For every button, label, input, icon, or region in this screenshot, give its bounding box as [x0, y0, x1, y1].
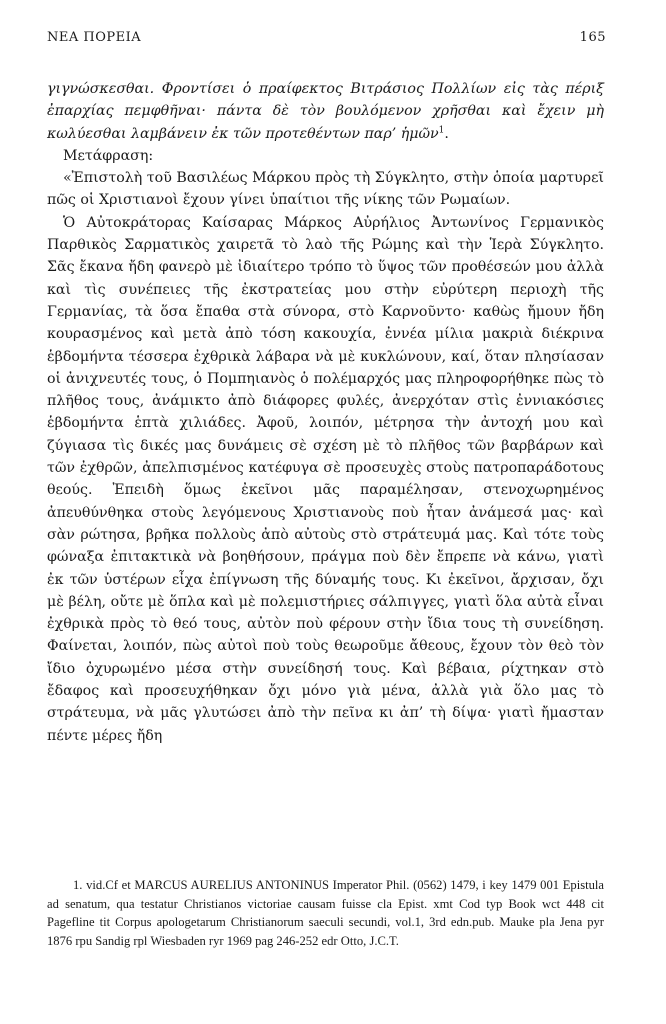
footnote [47, 876, 604, 950]
main-paragraph: Ὁ Αὐτοκράτορας Καίσαρας Μάρκος Αὐρήλιος Ἀντωνίνος Γερμανικὸς Παρθικὸς Σαρματικὸς χαιρετᾶ τὸ λαὸ τῆς Ρώμης καὶ τὴν Ἱερὰ Σύγκλητο. Σᾶς ἔκανα ἤδη φανερὸ μὲ ἰδιαίτερο τρόπο τὸ ὕψος τῶν προθέσεών μου ἀλλὰ καὶ τὶς συνέπειες τῆς ἐκστρατείας μου στὴν εὐρύτερη περιοχὴ τῆς Γερμανίας, τὰ ὅσα ἔπαθα στὰ σύνορα, στὸ Καρνοῦντο· καθὼς ἤμουν ἤδη κουρασμένος καὶ μετὰ ἀπὸ τόση κακουχία, ἐννέα μίλια μακριὰ διέκρινα ἑβδομήντα τέσσερα ἐχθρικὰ λάβαρα νὰ μὲ κυκλώνουν, καί, ὅταν πλησίασαν οἱ ἀνιχνευτές τους, ὁ Πομπηιανὸς ὁ πολέμαρχός μας πληροφορήθηκε πὼς τὸ πλῆθος τους, ἀνάμικτο ἀπὸ διάφορες φυλές, ἀνερχόταν στὶς ἐννιακόσιες ἑβδομήντα ἑπτὰ χιλιάδες. Ἀφοῦ, λοιπόν, μέτρησα τὴν ἀντοχή μου καὶ ζύγιασα τὶς δικές μας δυνάμεις σὲ σχέση μὲ τὸ πλῆθος τῶν βαρβάρων καὶ τῶν ἐχθρῶν, ἀπελπισμένος κατέφυγα σὲ προσευχὲς στοὺς πατροπαράδοτους θεούς. Ἐπειδὴ ὅμως ἐκεῖνοι μᾶς παραμέλησαν, στενοχωρημένος ἀπευθύνθηκα στοὺς λεγόμενους Χριστιανοὺς ποὺ ἦταν ἀνάμεσά μας· καὶ σὰν ρώτησα, βρῆκα πολλοὺς ἀπὸ αὐτοὺς στὸ στράτευμά μας. Καὶ τότε τοὺς φώναξα ἐπιτακτικὰ νὰ βοηθήσουν, πράγμα ποὺ δὲν ἔπρεπε νὰ κάνω, γιατὶ ἐκ τῶν ὑστέρων εἶχα ἐπίγνωση τῆς δύναμής τους. Κι ἐκεῖνοι, ἄρχισαν, ὄχι μὲ βέλη, οὔτε μὲ ὅπλα καὶ μὲ πολεμιστήριες σάλπιγγες, γιατὶ ὅλα αὐτὰ εἶναι ἐχθρικὰ πρὸς τὸ θεό τους, αὐτὸν ποὺ φέρουν στὴν ἴδια τους τὴ συνείδηση. Φαίνεται, λοιπόν, πὼς αὐτοὶ ποὺ τοὺς θεωροῦμε ἄθεους, ἔχουν τὸν θεὸ τὸν ἴδιο ὀχυρωμένο μέσα στὴν συνείδησή τους. Καὶ βέβαια, ρίχτηκαν στὸ ἔδαφος καὶ προσευχήθηκαν ὄχι μόνο γιὰ μένα, ἀλλὰ γιὰ ὅλο μας τὸ στράτευμα, νὰ μᾶς γλυτώσει ἀπὸ τὴν πεῖνα κι ἀπ’ τὴ δίψα· γιατὶ ἤμασταν πέντε μέρες ἤδη [47, 214, 604, 744]
body-text [47, 78, 604, 747]
greek-quote-end: . [444, 125, 449, 142]
footnote-reference[interactable]: 1 [438, 124, 445, 135]
greek-quote-paragraph [47, 78, 604, 145]
running-header [47, 30, 606, 45]
journal-title: ΝΕΑ ΠΟΡΕΙΑ [47, 30, 142, 45]
greek-quote-text: γιγνώσκεσθαι. Φροντίσει ὁ πραίφεκτος Βιτράσιος Πολλίων εἰς τὰς πέριξ ἐπαρχίας πεμφθῆναι· πάντα δὲ τὸν βουλόμενον χρῆσθαι καὶ ἔχειν μὴ κωλύεσθαι λαμβάνειν ἐκ τῶν προτεθέντων παρ’ ἡμῶν [47, 81, 604, 142]
translation-label: Μετάφραση: [63, 147, 154, 164]
letter-title: «Ἐπιστολὴ τοῦ Βασιλέως Μάρκου πρὸς τὴ Σύγκλητο, στὴν ὁποία μαρτυρεῖ πῶς οἱ Χριστιανοὶ ἔχουν γίνει ὑπαίτιοι τῆς νίκης τῶν Ρωμαίων. [47, 170, 604, 209]
page-number: 165 [579, 30, 606, 45]
footnote-text: 1. vid.Cf et MARCUS AURELIUS ANTONINUS Imperator Phil. (0562) 1479, i key 1479 001 Epistula ad senatum, qua testatur Christianos victoriae causam fuisse cla Epist. xmt Cod typ Book wct 448 cit Pagefline tit Corpus apologetarum Christianorum saeculi secundi, vol.1, 3rd edn.pub. Mauke pla Jena pyr 1876 rpu Sandig rpl Wiesbaden ryr 1969 pag 246-252 edr Otto, J.C.T. [47, 878, 604, 948]
